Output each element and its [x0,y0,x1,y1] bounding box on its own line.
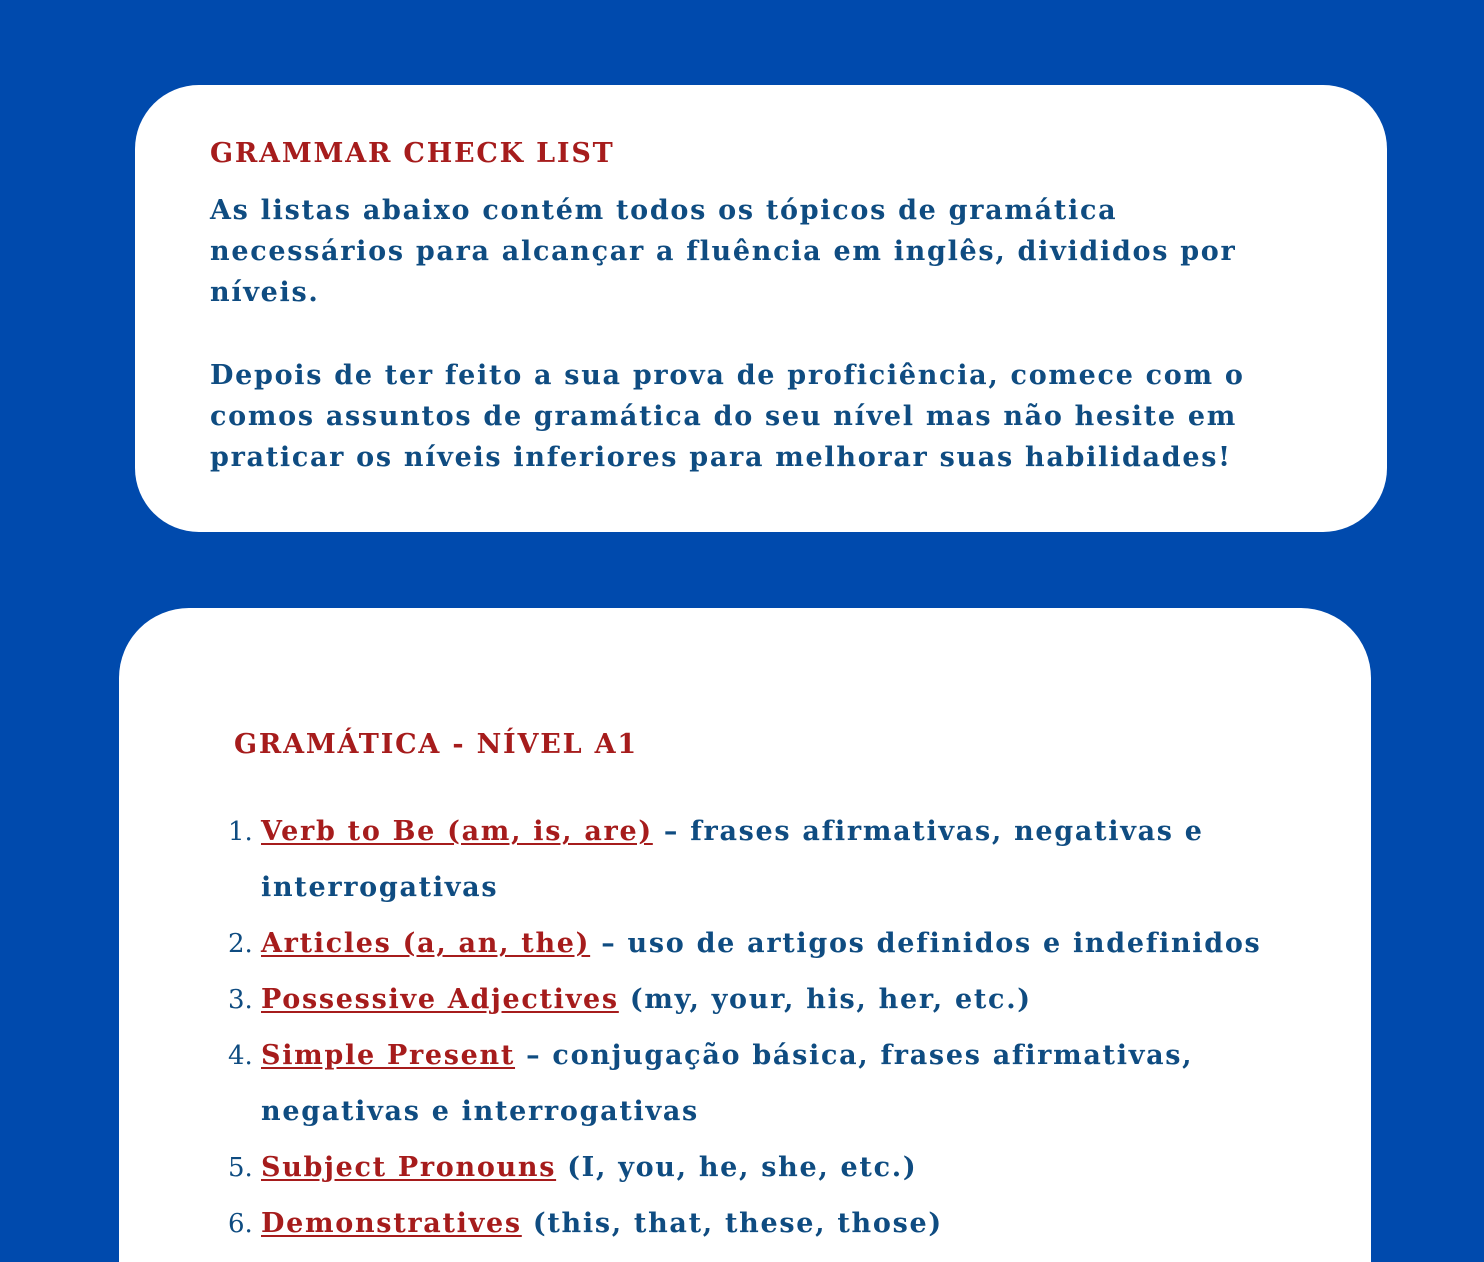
item-number: 1. [228,817,253,847]
item-description: (my, your, his, her, etc.) [618,984,1032,1015]
subject-pronouns-link[interactable]: Subject Pronouns [261,1152,557,1183]
item-number: 4. [228,1041,253,1071]
item-number: 5. [228,1153,253,1183]
list-item [228,1196,1261,1252]
item-description: (this, that, these, those) [521,1208,943,1239]
verb-to-be-link[interactable]: Verb to Be (am, is, are) [261,816,653,847]
item-number: 2. [228,929,253,959]
intro-paragraph-2-line: praticar os níveis inferiores para melhorar suas habilidades! [210,442,1232,473]
simple-present-link[interactable]: Simple Present [261,1040,516,1071]
item-description: – frases afirmativas, negativas e [652,816,1204,847]
grammar-check-list-title: GRAMMAR CHECK LIST [210,138,615,169]
item-description: – conjugação básica, frases afirmativas, [515,1040,1194,1071]
intro-paragraph-1-line: necessários para alcançar a fluência em inglês, divididos por [210,236,1237,267]
intro-paragraph-2-line: comos assuntos de gramática do seu nível mas não hesite em [210,401,1238,432]
articles-link[interactable]: Articles (a, an, the) [261,928,591,959]
possessive-adjectives-link[interactable]: Possessive Adjectives [261,984,619,1015]
item-description-continued: interrogativas [261,872,499,903]
list-item [228,1028,1261,1140]
item-number: 3. [228,985,253,1015]
list-item [228,1140,1261,1196]
list-item [228,972,1261,1028]
item-description: – uso de artigos definidos e indefinidos [590,928,1262,959]
intro-paragraph-2-line: Depois de ter feito a sua prova de proficiência, comece com o [210,360,1245,391]
item-description: (I, you, he, she, etc.) [556,1152,918,1183]
grammar-topics-list [228,804,1261,1252]
list-item [228,804,1261,916]
level-a1-title: GRAMÁTICA - NÍVEL A1 [234,729,638,760]
intro-paragraph-1-line: níveis. [210,277,320,308]
intro-paragraph-1-line: As listas abaixo contém todos os tópicos de gramática [210,195,1118,226]
item-description-continued: negativas e interrogativas [261,1096,699,1127]
intro-paragraph-2 [210,355,1245,478]
list-item [228,916,1261,972]
item-number: 6. [228,1209,253,1239]
intro-paragraph-1 [210,190,1236,313]
demonstratives-link[interactable]: Demonstratives [261,1208,522,1239]
